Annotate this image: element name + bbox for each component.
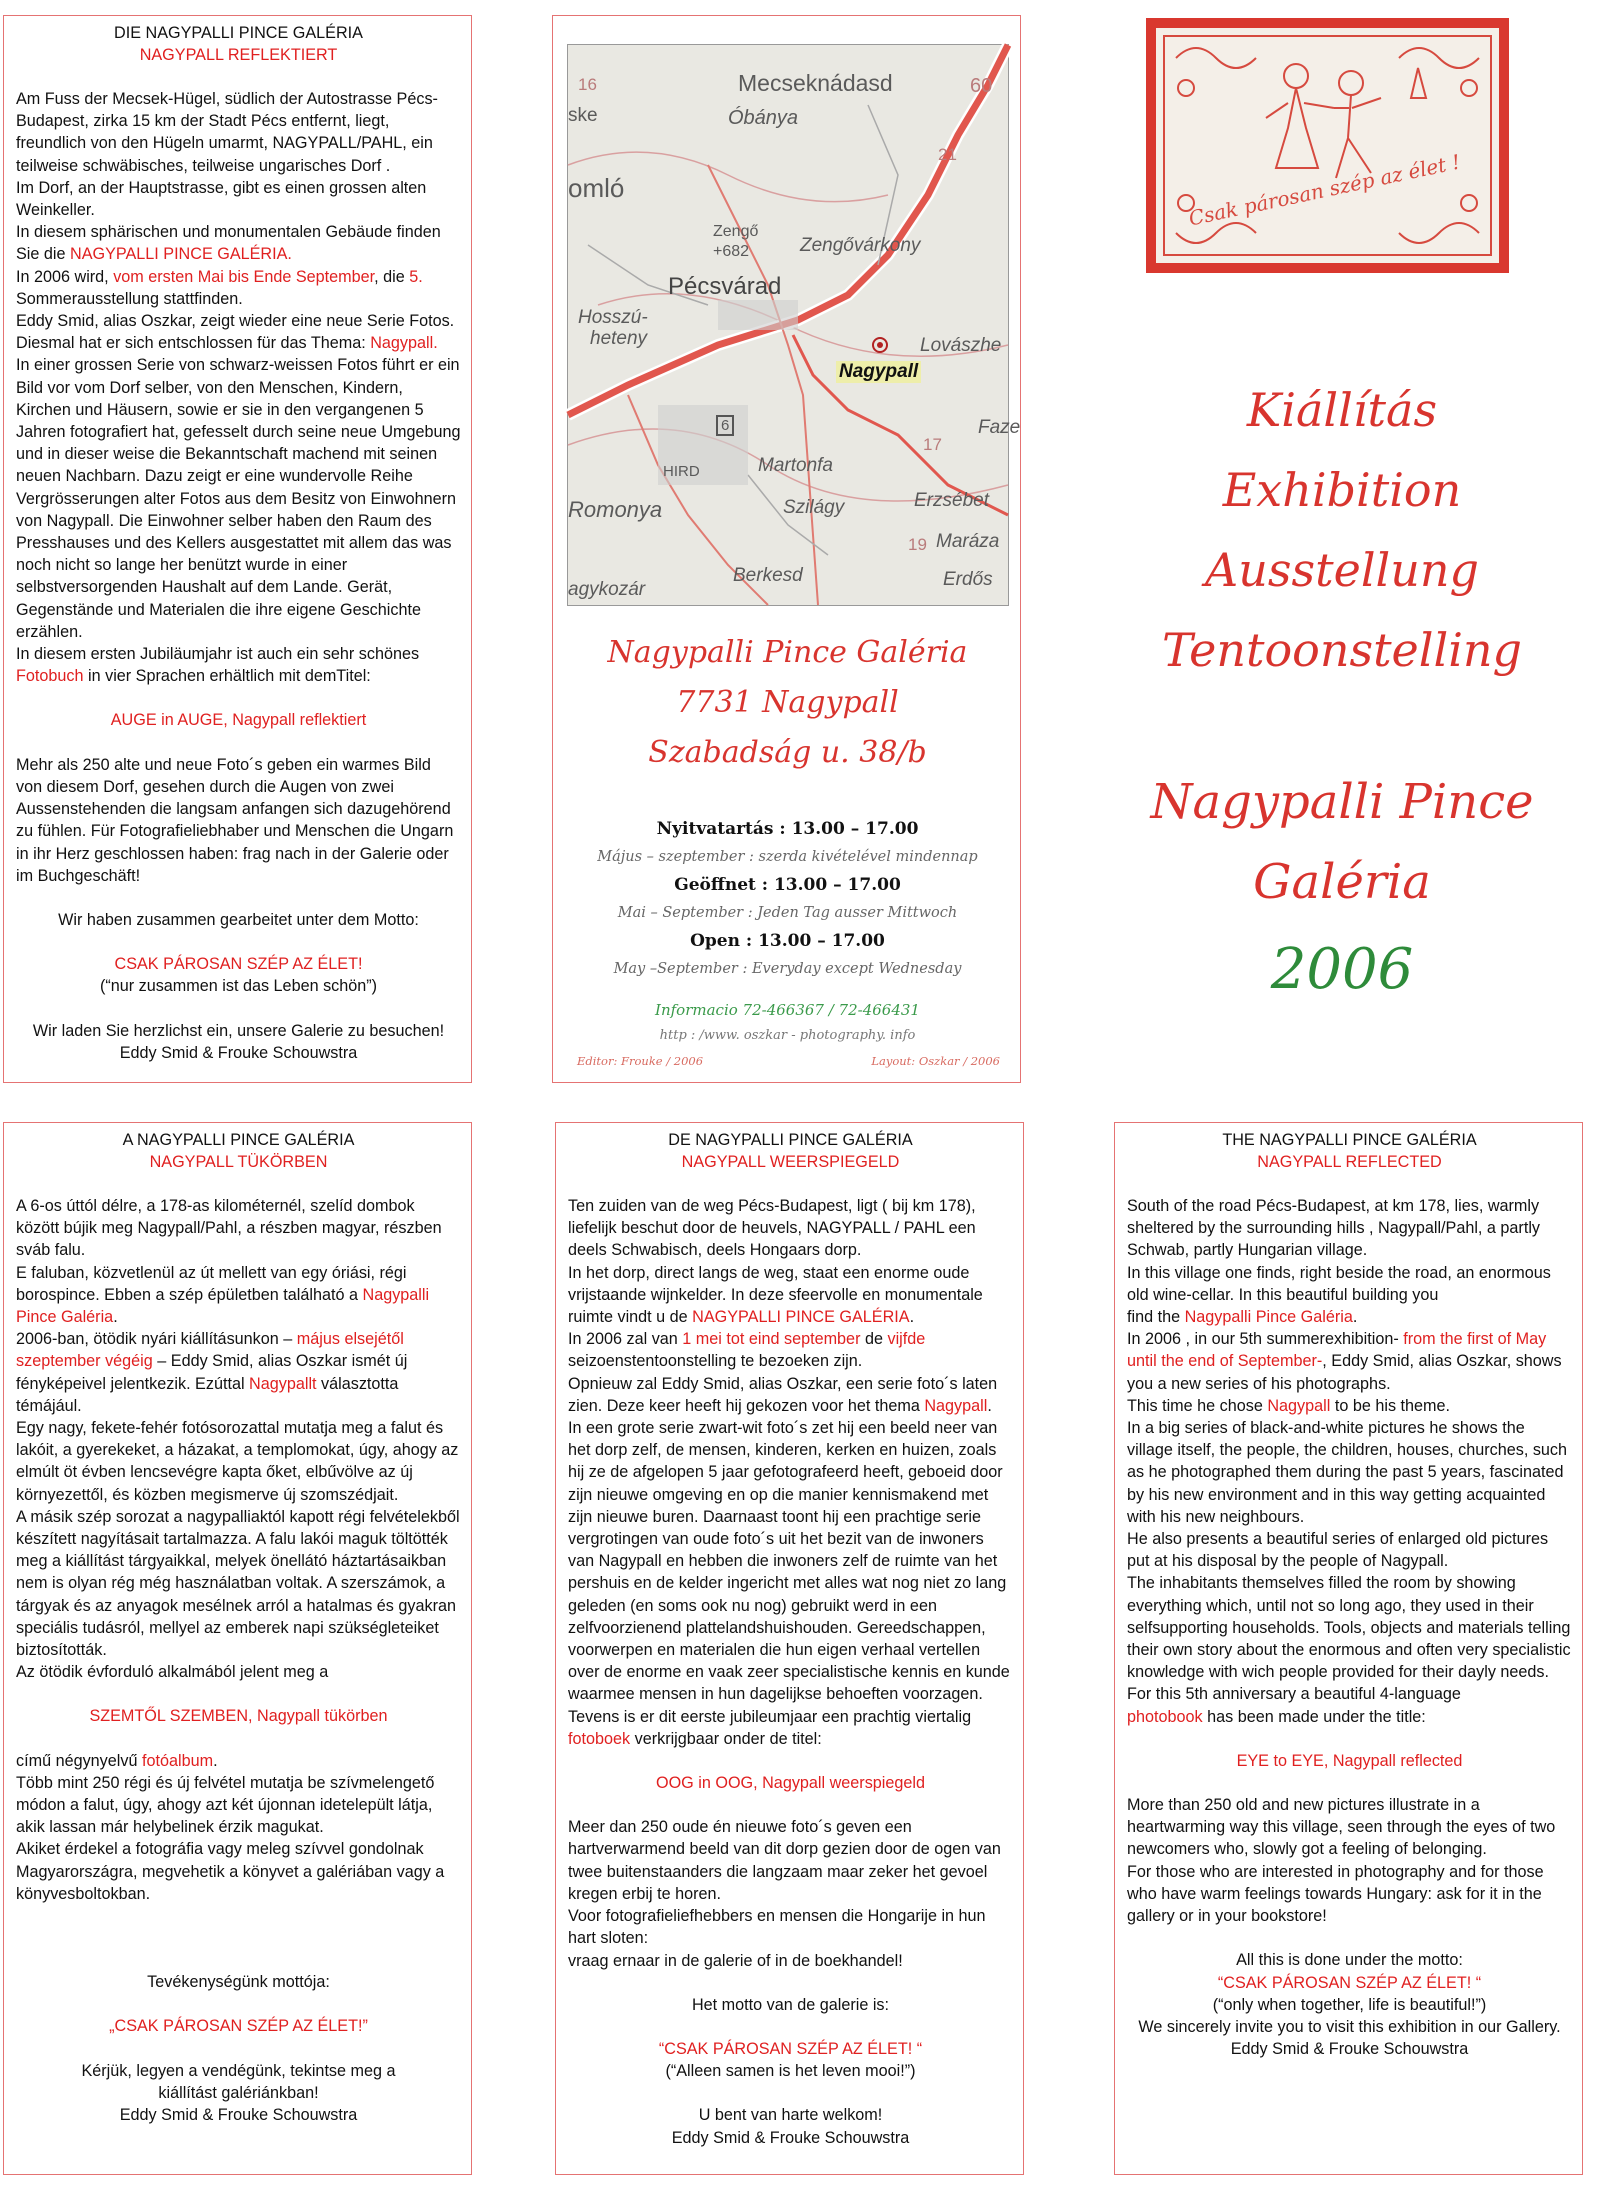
embroidery-cloth bbox=[1156, 28, 1499, 263]
layout-credit: Layout: Oszkar / 2006 bbox=[871, 1054, 1000, 1068]
german-signature: Eddy Smid & Frouke Schouwstra bbox=[119, 1043, 358, 1062]
hungarian-motto: „CSAK PÁROSAN SZÉP AZ ÉLET!” bbox=[109, 2017, 368, 2036]
cover-title-german: Ausstellung bbox=[1205, 543, 1479, 597]
german-paragraph: In diesem ersten Jubiläumjahr ist auch ein sehr schönes bbox=[16, 645, 420, 664]
address-line: 7731 Nagypall bbox=[676, 685, 899, 720]
english-signature: Eddy Smid & Frouke Schouwstra bbox=[1230, 2040, 1469, 2059]
hours-english: Open : 13.00 – 17.00 bbox=[690, 931, 885, 951]
english-paragraph: South of the road Pécs-Budapest, at km 178, lies, warmly sheltered by the surrounding hills , Nagypall/Pahl, a partly Schwab, partly Hungarian village. bbox=[1127, 1197, 1541, 1260]
gallery-address bbox=[553, 628, 1022, 778]
address-line: Nagypalli Pince Galéria bbox=[607, 635, 968, 670]
map-label: Erzsébet bbox=[914, 490, 989, 511]
german-paragraph: Fotobuch in vier Sprachen erhältlich mit demTitel: bbox=[16, 667, 371, 686]
german-book-title: AUGE in AUGE, Nagypall reflektiert bbox=[110, 711, 367, 730]
english-paragraph: More than 250 old and new pictures illustrate in a heartwarming way this village, seen through the eyes of two newcomers who, slowly got a feeling of belonging. bbox=[1127, 1796, 1556, 1859]
english-title: THE NAGYPALLI PINCE GALÉRIA bbox=[1222, 1131, 1477, 1149]
cover-gallery-name bbox=[1112, 762, 1572, 922]
english-motto-intro: All this is done under the motto: bbox=[1236, 1951, 1463, 1970]
english-paragraph: For this 5th anniversary a beautiful 4-language bbox=[1127, 1685, 1461, 1704]
english-paragraph: For those who are interested in photography and for those who have warm feelings towards Hungary: ask for it in the gallery or in your bookstore! bbox=[1127, 1862, 1544, 1926]
english-paragraph: In 2006 , in our 5th summerexhibition- from the first of May until the end of September-, Eddy Smid, alias Oszkar, shows you a new series of his photographs. bbox=[1127, 1330, 1562, 1393]
map-label: Szilágy bbox=[783, 497, 845, 518]
dutch-paragraph: vraag ernaar in de galerie of in de boekhandel! bbox=[568, 1951, 903, 1970]
german-paragraph: Am Fuss der Mecsek-Hügel, südlich der Autostrasse Pécs-Budapest, zirka 15 km der Stadt Pécs entfernt, liegt, freundlich von den Hügeln umarmt, NAGYPALL/PAHL, ein teilweise schwäbisches, teilweise ungarisches Dorf . bbox=[16, 90, 438, 175]
german-panel bbox=[3, 15, 472, 1083]
german-paragraph: Im Dorf, an der Hauptstrasse, gibt es einen grossen alten Weinkeller. bbox=[16, 178, 427, 220]
english-paragraph: He also presents a beautiful series of enlarged old pictures put at his disposal by the people of Nagypall. bbox=[1127, 1530, 1549, 1571]
cover-title-english: Exhibition bbox=[1222, 463, 1462, 517]
hungarian-paragraph: A másik szép sorozat a nagypalliaktól kapott régi felvételekből készített nagyításait tartalmazza. A falu lakói maguk töltötték meg a kiállítást tárgyaikkal, melyek önellátó háztartásaikban nem is olyan rég még használatban voltak. A szerszámok, a tárgyak és az anyagok mesélnek arról a hatalmas és gyakran speciális tudásról, mellyel az emberek napi szükségleteiket biztosították. bbox=[16, 1507, 460, 1660]
cover-titles bbox=[1112, 370, 1572, 690]
map-label: omló bbox=[568, 173, 625, 203]
german-paragraph: In einer grossen Serie von schwarz-weissen Fotos führt er ein Bild vor vom Dorf selber, von den Menschen, Kindern, Kirchen und Häusern, sowie er sie in den vergangenen 5 Jahren fotografiert hat, gefesselt durch seine neue Umgebung und in dieser weise die Bekanntschaft machend mit seinen neuen Nachbarn. Dazu zeigt er eine wundervolle Reihe Vergrösserungen alter Fotos aus dem Besitz von Einwohnern von Nagypall. Die Einwohner selber haben den Raum des Presshauses und des Kellers ausgestattet mit allem das was noch nicht so lange her benützt wurde in einer selbstversorgenden Haushalt auf dem Lande. Gerät, Gegenstände und Materialen die ihre eigene Geschichte erzählen. bbox=[16, 356, 461, 641]
hungarian-motto-intro: Tevékenységünk mottója: bbox=[147, 1973, 330, 1992]
opening-hours bbox=[553, 816, 1022, 984]
map-label: heteny bbox=[590, 328, 648, 349]
english-paragraph: In a big series of black-and-white pictures he shows the village itself, the people, the children, houses, churches, such as he photographed them during the past 5 years, fascinated by his new environment and in this way getting acquainted with his new neighbours. bbox=[1127, 1419, 1568, 1526]
dutch-title: DE NAGYPALLI PINCE GALÉRIA bbox=[668, 1131, 913, 1149]
hours-german: Geöffnet : 13.00 – 17.00 bbox=[674, 875, 901, 895]
dutch-signature: Eddy Smid & Frouke Schouwstra bbox=[671, 2128, 910, 2147]
english-motto: “CSAK PÁROSAN SZÉP AZ ÉLET! “ bbox=[1217, 1973, 1482, 1992]
map-label: 21 bbox=[938, 145, 957, 164]
german-motto-translation: (“nur zusammen ist das Leben schön”) bbox=[99, 977, 378, 996]
hungarian-paragraph: A 6-os úttól délre, a 178-as kilométernél, szelíd dombok között bújik meg Nagypall/Pahl, a részben magyar, részben sváb falu. bbox=[16, 1197, 442, 1260]
map-label: 16 bbox=[578, 75, 597, 94]
cover-gallery-line: Galéria bbox=[1253, 854, 1431, 910]
german-paragraph: In diesem sphärischen und monumentalen Gebäude finden Sie die NAGYPALLI PINCE GALÉRIA. bbox=[16, 223, 441, 264]
map-label: Zengő bbox=[713, 223, 759, 240]
german-paragraph: Eddy Smid, alias Oszkar, zeigt wieder eine neue Serie Fotos. bbox=[16, 312, 455, 331]
english-paragraph: photobook has been made under the title: bbox=[1127, 1707, 1426, 1726]
map-panel bbox=[552, 15, 1021, 1083]
german-subtitle: NAGYPALL REFLEKTIERT bbox=[139, 46, 338, 64]
hungarian-signature: Eddy Smid & Frouke Schouwstra bbox=[119, 2105, 358, 2124]
english-subtitle: NAGYPALL REFLECTED bbox=[1257, 1153, 1442, 1171]
map-label: 17 bbox=[923, 435, 942, 454]
hungarian-paragraph: Egy nagy, fekete-fehér fotósorozattal mutatja meg a falut és lakóit, a gyerekeket, a házakat, a templomokat, úgy, ahogy az elmúlt öt évben lencsevégre kapta őket, elbűvölve az új környezettől, és közben megismerve új szomszédjait. bbox=[16, 1419, 459, 1504]
dutch-paragraph: In het dorp, direct langs de weg, staat een enorme oude vrijstaande wijnkelder. In deze sfeervolle en monumentale ruimte vindt u de NAGYPALLI PINCE GALÉRIA. bbox=[568, 1263, 983, 1327]
map-label: Zengővárkony bbox=[800, 235, 921, 256]
map-label: Berkesd bbox=[733, 565, 803, 586]
hungarian-title: A NAGYPALLI PINCE GALÉRIA bbox=[122, 1131, 355, 1149]
days-german: Mai – September : Jeden Tag ausser Mittwoch bbox=[617, 905, 958, 921]
contact-phone: Informacio 72-466367 / 72-466431 bbox=[655, 1001, 920, 1019]
map-label: 19 bbox=[908, 535, 927, 554]
dutch-panel bbox=[555, 1122, 1024, 2175]
hungarian-panel bbox=[3, 1122, 472, 2175]
cover-title-hungarian: Kiállítás bbox=[1246, 383, 1438, 437]
dutch-motto: “CSAK PÁROSAN SZÉP AZ ÉLET! “ bbox=[658, 2039, 923, 2058]
days-english: May –September : Everyday except Wednesday bbox=[613, 961, 962, 977]
embroidery-motto: Csak párosan szép az élet ! bbox=[1186, 149, 1463, 231]
hungarian-subtitle: NAGYPALL TÜKÖRBEN bbox=[149, 1153, 328, 1171]
hungarian-paragraph: 2006-ban, ötödik nyári kiállításunkon – május elsejétől szeptember végéig – Eddy Smid, alias Oszkar ismét új fényképeivel jelentkezik. Ezúttal Nagypallt választotta témájául. bbox=[16, 1330, 408, 1415]
map-label: agykozár bbox=[568, 579, 646, 600]
german-motto: CSAK PÁROSAN SZÉP AZ ÉLET! bbox=[114, 955, 363, 974]
dutch-paragraph: Meer dan 250 oude én nieuwe foto´s geven een hartverwarmend beeld van dit dorp gezien door de ogen van twee buitenstaanders die langzaam maar zeker het gevoel kregen erbij te horen. bbox=[568, 1818, 1001, 1903]
website-link[interactable]: http : /www. oszkar - photography. info bbox=[659, 1028, 916, 1043]
map-label: Lovászhe bbox=[920, 335, 1002, 356]
english-motto-translation: (“only when together, life is beautiful!”) bbox=[1212, 1995, 1487, 2014]
map-label: +682 bbox=[713, 243, 750, 260]
hungarian-invitation: Kérjük, legyen a vendégünk, tekintse meg a kiállítást galériánkban! bbox=[81, 2061, 396, 2102]
dutch-paragraph: Opnieuw zal Eddy Smid, alias Oszkar, een serie foto´s laten zien. Deze keer heeft hij gekozen voor het thema Nagypall. bbox=[568, 1374, 998, 1415]
map-label: ske bbox=[568, 105, 598, 126]
english-panel bbox=[1114, 1122, 1583, 2175]
dutch-invitation: U bent van harte welkom! bbox=[698, 2106, 883, 2125]
embroidery-image bbox=[1146, 18, 1509, 273]
dutch-paragraph: In een grote serie zwart-wit foto´s zet hij een beeld neer van het dorp zelf, de mensen, kinderen, kerken en huizen, zoals hij ze de afgelopen 5 jaar gefotografeerd heeft, geboeid door zijn nieuwe omgeving en op die manier kennismakend met zijn nieuwe buren. Daarnaast toont hij een prachtige serie vergrotingen van oude foto´s uit het bezit van de inwoners van Nagypall en hebben die inwoners zelf de ruimte van het pershuis en de kelder ingericht met alles wat nog niet zo lang geleden (en soms ook nu nog) gebruikt werd in een zelfvoorzienend plattelandshuishouden. Gereedschappen, voorwerpen en materialen die hun eigen verhaal vertellen over de enorme en vaak zeer specialistische kennis en kunde waarmee mensen in hun dagelijkse behoeften voorzagen. bbox=[568, 1419, 1010, 1704]
map-label: HIRD bbox=[663, 463, 700, 480]
german-paragraph: Mehr als 250 alte und neue Foto´s geben ein warmes Bild von diesem Dorf, gesehen durch die Augen von zwei Aussenstehenden die langsam anfangen sich dazugehörend zu fühlen. Für Fotografieliebhaber und Menschen die Ungarn in ihr Herz geschlossen haben: frag nach in der Galerie oder im Buchgeschäft! bbox=[16, 755, 454, 885]
map-label: Romonya bbox=[568, 497, 663, 522]
dutch-paragraph: Ten zuiden van de weg Pécs-Budapest, ligt ( bij km 178), liefelijk beschut door de heuvels, NAGYPALL / PAHL een deels Schwabisch, deels Hongaars dorp. bbox=[568, 1197, 976, 1260]
cover-gallery-line: Nagypalli Pince bbox=[1150, 774, 1534, 830]
hungarian-book-title: SZEMTŐL SZEMBEN, Nagypall tükörben bbox=[89, 1707, 388, 1726]
cover-title-dutch: Tentoonstelling bbox=[1162, 623, 1522, 677]
map-label: 6 bbox=[716, 415, 734, 436]
embroidery-svg bbox=[1156, 28, 1499, 263]
dutch-paragraph: Tevens is er dit eerste jubileumjaar een prachtig viertalig bbox=[568, 1707, 972, 1726]
german-title: DIE NAGYPALLI PINCE GALÉRIA bbox=[114, 24, 363, 42]
german-paragraph: In 2006 wird, vom ersten Mai bis Ende September, die 5. Sommerausstellung stattfinden. bbox=[16, 267, 423, 308]
hungarian-paragraph: Az ötödik évforduló alkalmából jelent meg a bbox=[16, 1663, 329, 1682]
map-label: 60 bbox=[970, 75, 993, 97]
map-label: Maráza bbox=[936, 531, 1000, 552]
map-label: Pécsvárad bbox=[668, 273, 782, 300]
english-paragraph: find the Nagypalli Pince Galéria. bbox=[1127, 1308, 1358, 1327]
dutch-paragraph: In 2006 zal van 1 mei tot eind september de vijfde seizoenstentoonstelling te bezoeken zijn. bbox=[568, 1330, 926, 1371]
english-paragraph: The inhabitants themselves filled the room by showing everything which, until not so long ago, they used in their selfsupporting households. Tools, objects and materials telling their own story about the enormous and often very specialistic knowledge with wich people provided for their dayly needs. bbox=[1127, 1574, 1571, 1682]
english-paragraph: In this village one finds, right beside the road, an enormous old wine-cellar. In this beautiful building you bbox=[1127, 1263, 1551, 1304]
map-label: Faze bbox=[978, 417, 1021, 438]
map-label: Erdős bbox=[943, 569, 993, 590]
german-motto-intro: Wir haben zusammen gearbeitet unter dem Motto: bbox=[58, 910, 419, 929]
hungarian-paragraph: Több mint 250 régi és új felvétel mutatja be szívmelengető módon a falut, úgy, ahogy azt két újonnan idetelepült látja, akik lassan már helybelinek érzik magukat. bbox=[16, 1773, 435, 1837]
hungarian-paragraph: című négynyelvű fotóalbum. bbox=[16, 1751, 218, 1770]
dutch-motto-translation: (“Alleen samen is het leven mooi!”) bbox=[665, 2062, 916, 2081]
dutch-motto-intro: Het motto van de galerie is: bbox=[691, 1995, 890, 2014]
cover-year: 2006 bbox=[1270, 937, 1414, 1002]
german-invitation: Wir laden Sie herzlichst ein, unsere Galerie zu besuchen! bbox=[32, 1021, 445, 1040]
hungarian-paragraph: E faluban, közvetlenül az út mellett van egy óriási, régi borospince. Ebben a szép épületben található a Nagypalli Pince Galéria. bbox=[16, 1263, 430, 1327]
area-map bbox=[567, 44, 1021, 606]
english-paragraph: This time he chose Nagypall to be his theme. bbox=[1127, 1396, 1451, 1415]
english-invitation: We sincerely invite you to visit this exhibition in our Gallery. bbox=[1138, 2017, 1561, 2036]
dutch-book-title: OOG in OOG, Nagypall weerspiegeld bbox=[655, 1774, 925, 1793]
german-paragraph: Diesmal hat er sich entschlossen für das Thema: Nagypall. bbox=[16, 334, 438, 353]
map-label: Mecseknádasd bbox=[738, 70, 893, 96]
map-label-nagypall: Nagypall bbox=[836, 361, 921, 383]
dutch-subtitle: NAGYPALL WEERSPIEGELD bbox=[681, 1153, 900, 1171]
hungarian-paragraph: Akiket érdekel a fotográfia vagy meleg szívvel gondolnak Magyarországra, megvehetik a könyvet a galériában vagy a könyvesboltokban. bbox=[16, 1840, 445, 1903]
hours-hungarian: Nyitvatartás : 13.00 – 17.00 bbox=[656, 819, 919, 839]
address-line: Szabadság u. 38/b bbox=[648, 735, 927, 770]
dutch-paragraph: fotoboek verkrijgbaar onder de titel: bbox=[568, 1729, 822, 1748]
english-book-title: EYE to EYE, Nagypall reflected bbox=[1236, 1751, 1463, 1770]
days-hungarian: Május – szeptember : szerda kivételével mindennap bbox=[597, 849, 978, 865]
dutch-paragraph: Voor fotografieliefhebbers en mensen die Hongarije in hun hart sloten: bbox=[568, 1907, 986, 1948]
map-label: Óbánya bbox=[728, 107, 799, 129]
editor-credit: Editor: Frouke / 2006 bbox=[577, 1054, 704, 1068]
map-label: Martonfa bbox=[758, 455, 833, 476]
map-label: Hosszú- bbox=[578, 307, 648, 328]
